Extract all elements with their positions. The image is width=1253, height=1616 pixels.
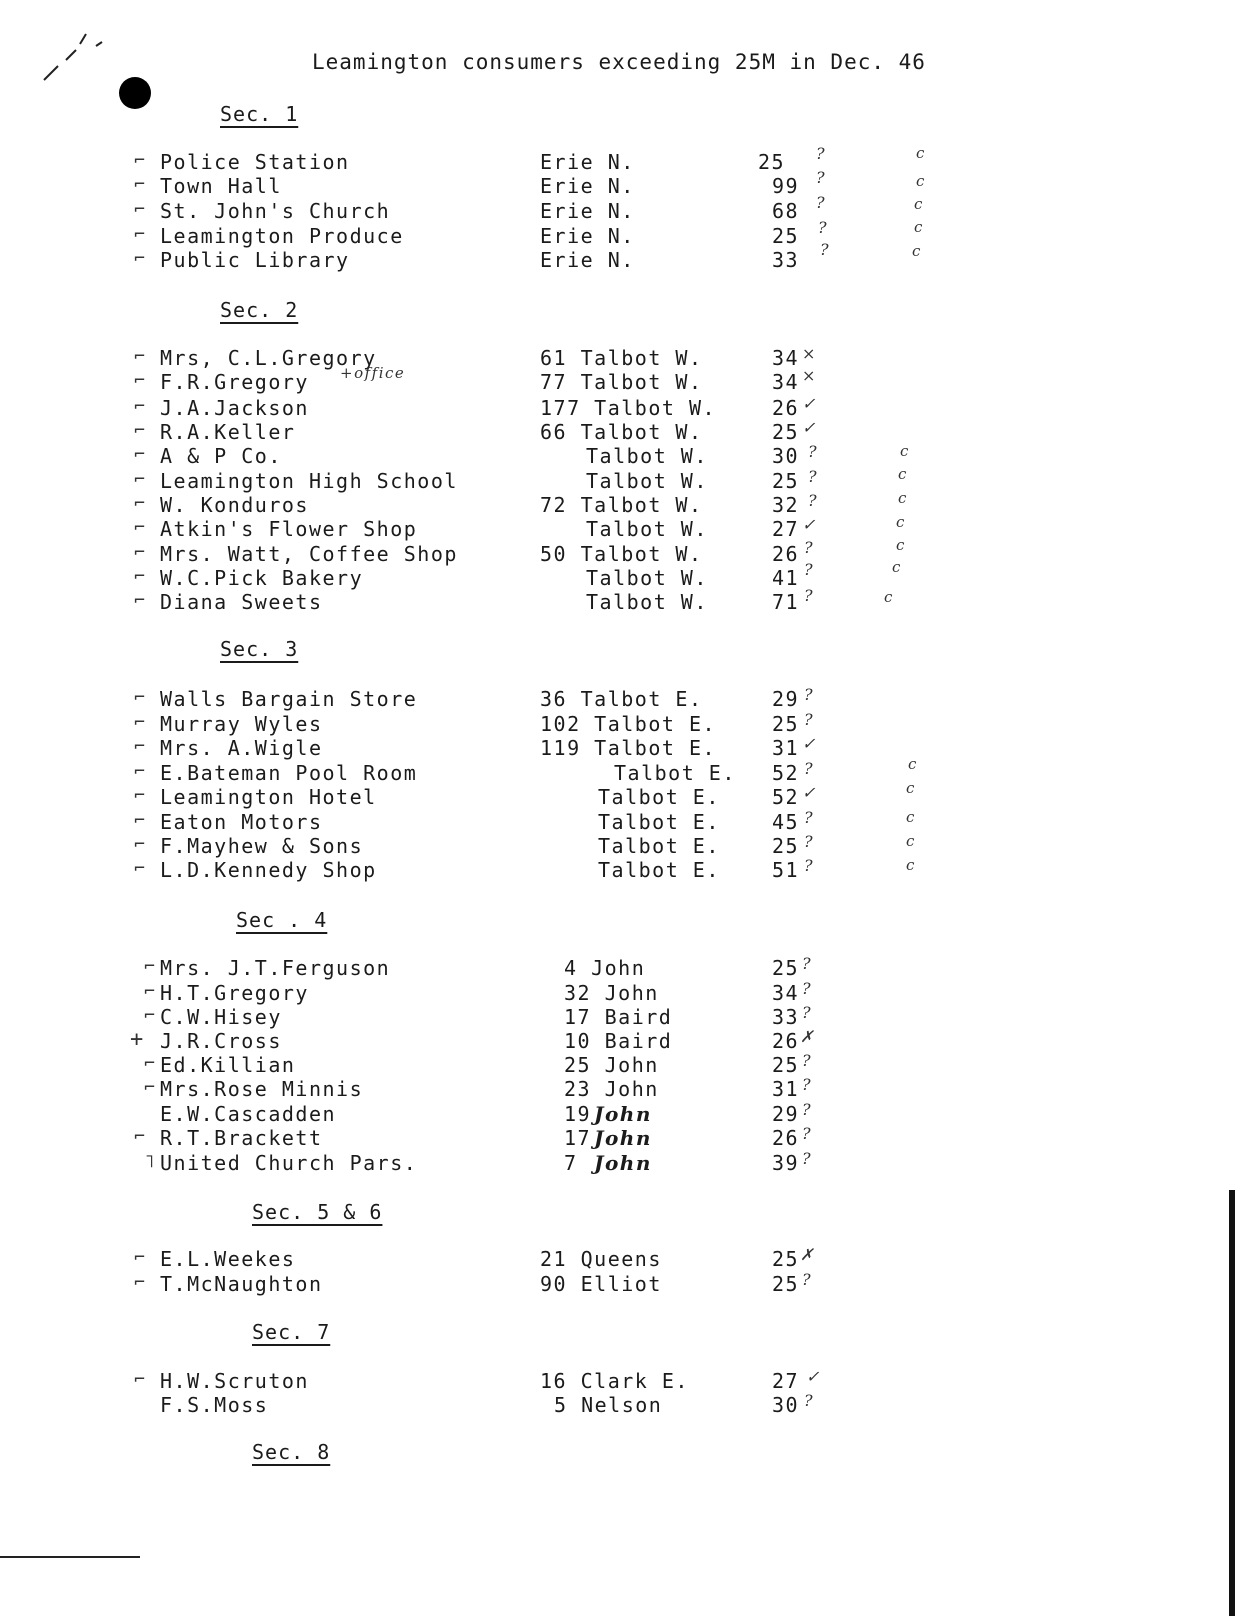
review-mark: ?: [820, 240, 831, 259]
section-heading: Sec. 7: [252, 1320, 331, 1344]
consumer-name: Murray Wyles: [160, 712, 323, 736]
consumer-name: R.T.Brackett: [160, 1126, 323, 1150]
section-heading: Sec. 5 & 6: [252, 1200, 383, 1224]
consumer-address: 36 Talbot E.: [540, 687, 703, 711]
consumption-value: 39: [772, 1151, 800, 1175]
table-row: [0, 1029, 1253, 1055]
consumer-name: Ed.Killian: [160, 1053, 296, 1077]
consumption-value: 33: [772, 1005, 800, 1029]
consumption-value: 25: [772, 956, 800, 980]
consumption-value: 52: [772, 785, 800, 809]
consumption-value: 25: [772, 834, 800, 858]
check-tick-icon: ⌐: [134, 687, 147, 708]
consumer-address: Talbot W.: [586, 517, 708, 541]
c-mark: c: [906, 856, 916, 874]
check-tick-icon: ⌐: [134, 174, 147, 195]
c-mark: c: [896, 513, 906, 531]
c-mark: c: [914, 195, 924, 213]
consumer-name: C.W.Hisey: [160, 1005, 282, 1029]
review-mark: ?: [804, 586, 815, 605]
consumer-address: Talbot W.: [586, 444, 708, 468]
review-mark: ?: [802, 1051, 813, 1070]
table-row: [0, 1272, 1253, 1298]
consumer-name: R.A.Keller: [160, 420, 296, 444]
review-mark: ?: [802, 1124, 813, 1143]
consumer-address: 119 Talbot E.: [540, 736, 717, 760]
check-tick-icon: ⌐: [134, 346, 147, 367]
check-tick-icon: ⌐: [134, 1247, 147, 1268]
consumption-value: 45: [772, 810, 800, 834]
consumption-value: 31: [772, 736, 800, 760]
consumer-address: 72 Talbot W.: [540, 493, 703, 517]
table-row: [0, 779, 1253, 811]
check-tick-icon: ⌐: [134, 761, 147, 782]
review-mark: ?: [802, 1075, 813, 1094]
section-heading: Sec. 1: [220, 102, 299, 126]
review-mark: ?: [808, 491, 819, 510]
check-tick-icon: ⌐: [134, 224, 147, 245]
check-tick-icon: ⌐: [134, 1369, 147, 1390]
consumer-address: 77 Talbot W.: [540, 370, 703, 394]
consumption-value: 31: [772, 1077, 800, 1101]
handwritten-street: John: [594, 1102, 652, 1126]
consumer-address: Talbot E.: [598, 810, 720, 834]
c-mark: c: [906, 779, 916, 797]
review-mark: ?: [802, 1003, 813, 1022]
consumer-name: Atkin's Flower Shop: [160, 517, 418, 541]
consumer-name: Mrs, C.L.Gregory: [160, 346, 377, 370]
consumption-value: 25: [772, 469, 800, 493]
review-mark: ?: [802, 1149, 813, 1168]
consumption-value: 68: [772, 199, 800, 223]
check-tick-icon: ⌐: [134, 444, 147, 465]
table-row: [0, 858, 1253, 884]
table-row: [0, 1393, 1253, 1419]
table-row: [0, 834, 1253, 860]
consumer-address: Erie N.: [540, 248, 635, 272]
check-tick-icon: ⌐: [144, 1077, 157, 1098]
consumer-address: 102 Talbot E.: [540, 712, 717, 736]
table-row: [0, 420, 1253, 446]
consumption-value: 26: [772, 542, 800, 566]
consumer-name: Public Library: [160, 248, 350, 272]
consumer-address: 32 John: [564, 981, 659, 1005]
check-tick-icon: ⌐: [134, 420, 147, 441]
consumer-name: E.Bateman Pool Room: [160, 761, 418, 785]
table-row: [0, 193, 1253, 225]
handwritten-street: John: [594, 1126, 652, 1150]
consumer-address: Erie N.: [540, 174, 635, 198]
consumer-address: Talbot W.: [586, 566, 708, 590]
review-mark: ?: [804, 560, 815, 579]
consumer-name: Mrs. J.T.Ferguson: [160, 956, 391, 980]
consumer-name: Mrs. A.Wigle: [160, 736, 323, 760]
table-row: [0, 1151, 1253, 1177]
consumer-address: 17 Baird: [564, 1005, 673, 1029]
check-tick-icon: ⌐: [134, 810, 147, 831]
consumer-address: 66 Talbot W.: [540, 420, 703, 444]
c-mark: c: [900, 442, 910, 460]
review-mark: ✓: [802, 783, 817, 802]
table-row: [0, 956, 1253, 982]
consumption-value: 26: [772, 1126, 800, 1150]
table-row: [0, 1005, 1253, 1031]
consumer-name: E.W.Cascadden: [160, 1102, 337, 1126]
consumption-value: 25: [772, 1247, 800, 1271]
section-heading: Sec. 8: [252, 1440, 331, 1464]
review-mark: ?: [802, 1270, 813, 1289]
check-tick-icon: ⌐: [134, 493, 147, 514]
review-mark: ?: [802, 954, 813, 973]
consumer-name: L.D.Kennedy Shop: [160, 858, 377, 882]
check-tick-icon: ⌐: [134, 834, 147, 855]
consumption-value: 27: [772, 1369, 800, 1393]
consumer-name: J.A.Jackson: [160, 396, 309, 420]
check-tick-icon: ⌐: [134, 736, 147, 757]
c-mark: c: [914, 218, 924, 236]
review-mark: ✓: [802, 418, 817, 437]
consumer-address: 50 Talbot W.: [540, 542, 703, 566]
consumption-value: 27: [772, 517, 800, 541]
check-tick-icon: ⌐: [134, 590, 147, 611]
consumer-address: Talbot E.: [614, 761, 736, 785]
table-row: [0, 489, 1253, 519]
consumer-name: J.R.Cross: [160, 1029, 282, 1053]
table-row: [0, 513, 1253, 543]
review-mark: ✗: [800, 1245, 815, 1264]
page-title: Leamington consumers exceeding 25M in Dec. 46: [312, 50, 926, 74]
table-row: [0, 558, 1253, 592]
consumption-value: 52: [772, 761, 800, 785]
check-tick-icon: ⌐: [134, 542, 147, 563]
consumer-address: 10 Baird: [564, 1029, 673, 1053]
c-mark: c: [898, 465, 908, 483]
review-mark: ?: [804, 759, 815, 778]
consumption-value: 26: [772, 1029, 800, 1053]
consumption-value: 99: [772, 174, 800, 198]
consumer-address: 5 Nelson: [554, 1393, 663, 1417]
consumer-name: Leamington Produce: [160, 224, 404, 248]
consumption-value: 29: [772, 687, 800, 711]
check-tick-icon: ˥: [144, 1151, 157, 1172]
consumer-name: Leamington High School: [160, 469, 458, 493]
review-mark: ?: [804, 538, 815, 557]
consumption-value: 71: [772, 590, 800, 614]
c-mark: c: [898, 489, 908, 507]
check-tick-icon: ⌐: [134, 248, 147, 269]
consumption-value: 30: [772, 1393, 800, 1417]
consumption-value: 34: [772, 346, 800, 370]
consumer-name: Police Station: [160, 150, 350, 174]
consumer-address: 61 Talbot W.: [540, 346, 703, 370]
punch-hole-dot: [119, 77, 151, 109]
table-row: [0, 240, 1253, 274]
table-row: [0, 586, 1253, 616]
consumer-address: 16 Clark E.: [540, 1369, 689, 1393]
check-tick-icon: ⌐: [134, 150, 147, 171]
table-row: [0, 168, 1253, 200]
table-row: [0, 465, 1253, 495]
review-mark: ?: [816, 144, 827, 163]
consumer-name: Mrs. Watt, Coffee Shop: [160, 542, 458, 566]
table-row: [0, 755, 1253, 787]
check-tick-icon: ⌐: [134, 785, 147, 806]
consumer-name: F.Mayhew & Sons: [160, 834, 364, 858]
c-mark: c: [906, 808, 916, 826]
review-mark: ?: [818, 218, 829, 237]
consumer-address: Erie N.: [540, 224, 635, 248]
consumer-address: 177 Talbot W.: [540, 396, 717, 420]
consumer-name: Town Hall: [160, 174, 282, 198]
review-mark: ×: [802, 344, 817, 363]
handwritten-street: John: [594, 1151, 652, 1175]
check-tick-icon: ⌐: [134, 858, 147, 879]
consumer-address: 90 Elliot: [540, 1272, 662, 1296]
check-tick-icon: ⌐: [134, 370, 147, 391]
section-heading: Sec. 3: [220, 637, 299, 661]
consumption-value: 25: [772, 224, 800, 248]
consumer-name: F.R.Gregory: [160, 370, 309, 394]
consumer-name: E.L.Weekes: [160, 1247, 296, 1271]
consumer-name: Eaton Motors: [160, 810, 323, 834]
consumer-name: United Church Pars.: [160, 1151, 418, 1175]
review-mark: ✓: [802, 515, 817, 534]
consumption-value: 30: [772, 444, 800, 468]
consumption-value: 25: [772, 1053, 800, 1077]
consumption-value: 26: [772, 396, 800, 420]
consumer-address: 19: [564, 1102, 592, 1126]
consumer-address: 21 Queens: [540, 1247, 662, 1271]
consumer-address: Talbot E.: [598, 785, 720, 809]
consumer-name: W.C.Pick Bakery: [160, 566, 364, 590]
check-tick-icon: ⌐: [134, 566, 147, 587]
check-tick-icon: ⌐: [144, 1053, 157, 1074]
consumption-value: 41: [772, 566, 800, 590]
review-mark: ✗: [800, 1027, 815, 1046]
consumer-name: F.S.Moss: [160, 1393, 269, 1417]
consumer-address: 17: [564, 1126, 592, 1150]
section-heading: Sec . 4: [236, 908, 328, 932]
consumer-address: 7: [564, 1151, 578, 1175]
check-tick-icon: ⌐: [134, 712, 147, 733]
handwritten-note: +office: [340, 364, 406, 382]
consumer-name: St. John's Church: [160, 199, 391, 223]
consumer-name: Leamington Hotel: [160, 785, 377, 809]
check-tick-icon: ⌐: [144, 981, 157, 1002]
consumer-name: Walls Bargain Store: [160, 687, 418, 711]
table-row: [0, 218, 1253, 250]
scan-bottom-line: [0, 1556, 140, 1558]
review-mark: ✓: [802, 394, 817, 413]
table-row: [0, 1126, 1253, 1152]
check-tick-icon: ⌐: [134, 1272, 147, 1293]
table-row: [0, 1053, 1253, 1079]
review-mark: ?: [804, 1391, 815, 1410]
table-row: [0, 396, 1253, 422]
consumption-value: 25: [772, 712, 800, 736]
review-mark: ?: [804, 710, 815, 729]
table-row: [0, 1102, 1253, 1128]
consumer-name: A & P Co.: [160, 444, 282, 468]
review-mark: ✓: [802, 734, 817, 753]
consumer-name: Mrs.Rose Minnis: [160, 1077, 364, 1101]
review-mark: ✓: [806, 1367, 821, 1386]
consumer-address: 4 John: [564, 956, 646, 980]
consumption-value: 33: [772, 248, 800, 272]
review-mark: ?: [804, 856, 815, 875]
table-row: [0, 810, 1253, 836]
consumer-address: 23 John: [564, 1077, 659, 1101]
table-row: [0, 346, 1253, 372]
check-tick-icon: ⌐: [134, 199, 147, 220]
review-mark: ?: [816, 193, 827, 212]
review-mark: ?: [804, 685, 815, 704]
table-row: [0, 536, 1253, 568]
c-mark: c: [916, 144, 926, 162]
consumption-value: 29: [772, 1102, 800, 1126]
c-mark: c: [884, 588, 894, 606]
c-mark: c: [896, 536, 906, 554]
consumer-address: Talbot E.: [598, 858, 720, 882]
check-tick-icon: ⌐: [144, 956, 157, 977]
table-row: [0, 1247, 1253, 1273]
c-mark: c: [892, 558, 902, 576]
consumer-address: Talbot W.: [586, 590, 708, 614]
consumer-name: T.McNaughton: [160, 1272, 323, 1296]
review-mark: ?: [802, 1100, 813, 1119]
consumer-address: 25 John: [564, 1053, 659, 1077]
consumption-value: 25: [772, 1272, 800, 1296]
check-tick-icon: ⌐: [134, 1126, 147, 1147]
c-mark: c: [906, 832, 916, 850]
consumer-address: Talbot W.: [586, 469, 708, 493]
consumption-value: 25: [758, 150, 786, 174]
consumer-address: Erie N.: [540, 199, 635, 223]
margin-scribble-icon: [36, 30, 116, 90]
review-mark: ×: [802, 366, 817, 385]
table-row: [0, 981, 1253, 1007]
consumer-name: H.T.Gregory: [160, 981, 309, 1005]
table-row: [0, 712, 1253, 738]
check-tick-icon: ⌐: [134, 469, 147, 490]
c-mark: c: [916, 172, 926, 190]
review-mark: ?: [816, 168, 827, 187]
table-row: [0, 1369, 1253, 1395]
section-heading: Sec. 2: [220, 298, 299, 322]
check-tick-icon: ⌐: [134, 396, 147, 417]
cross-mark-icon: +: [130, 1027, 145, 1052]
review-mark: ?: [804, 808, 815, 827]
review-mark: ?: [808, 442, 819, 461]
table-row: [0, 364, 1253, 396]
table-row: [0, 687, 1253, 713]
consumption-value: 34: [772, 370, 800, 394]
consumer-name: H.W.Scruton: [160, 1369, 309, 1393]
review-mark: ?: [802, 979, 813, 998]
consumer-address: Talbot E.: [598, 834, 720, 858]
c-mark: c: [908, 755, 918, 773]
consumer-name: W. Konduros: [160, 493, 309, 517]
c-mark: c: [912, 242, 922, 260]
table-row: [0, 444, 1253, 470]
scan-edge-line: [1229, 1190, 1235, 1616]
consumption-value: 51: [772, 858, 800, 882]
consumption-value: 34: [772, 981, 800, 1005]
consumer-address: Erie N.: [540, 150, 635, 174]
consumer-name: Diana Sweets: [160, 590, 323, 614]
table-row: [0, 1077, 1253, 1103]
review-mark: ?: [804, 832, 815, 851]
check-tick-icon: ⌐: [134, 517, 147, 538]
table-row: [0, 144, 1253, 176]
review-mark: ?: [808, 467, 819, 486]
check-tick-icon: ⌐: [144, 1005, 157, 1026]
consumption-value: 25: [772, 420, 800, 444]
consumption-value: 32: [772, 493, 800, 517]
table-row: [0, 736, 1253, 762]
